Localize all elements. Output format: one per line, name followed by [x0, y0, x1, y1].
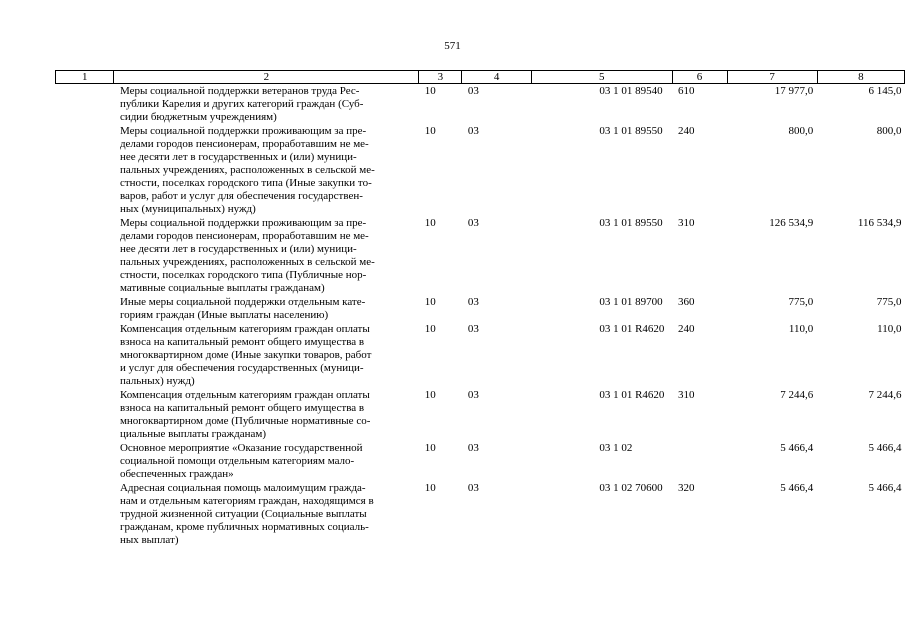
amount-year1-cell: 7 244,6 [780, 389, 814, 401]
table-row [56, 389, 905, 442]
row-number-cell [56, 217, 114, 296]
section-code-cell: 10 [424, 323, 436, 335]
amount-year1-cell: 800,0 [788, 125, 814, 137]
subsection-code-cell: 03 [467, 482, 479, 494]
column-header: 6 [672, 71, 727, 84]
budget-table [55, 70, 905, 548]
row-number-cell [56, 84, 114, 126]
row-number-cell [56, 482, 114, 548]
expense-type-cell: 320 [678, 482, 695, 494]
target-article-cell: 03 1 02 70600 [599, 482, 663, 494]
section-code-cell: 10 [424, 85, 436, 97]
column-header: 5 [531, 71, 672, 84]
subsection-code-cell: 03 [467, 389, 479, 401]
target-article-cell: 03 1 01 89550 [599, 217, 663, 229]
amount-year2-cell: 775,0 [876, 296, 902, 308]
subsection-code-cell: 03 [467, 85, 479, 97]
expense-type-cell: 310 [678, 389, 695, 401]
target-article-cell: 03 1 01 R4620 [599, 323, 665, 335]
target-article-cell: 03 1 02 [599, 442, 633, 454]
column-header: 1 [56, 71, 114, 84]
page-number: 571 [444, 40, 461, 52]
expense-type-cell: 310 [678, 217, 695, 229]
section-code-cell: 10 [424, 125, 436, 137]
subsection-code-cell: 03 [467, 323, 479, 335]
row-number-cell [56, 323, 114, 389]
expense-name-cell: Компенсация отдельным категориям граждан оплаты взноса на капитальный ремонт общего имущества в многоквартирном доме (Иные закупки товаров, работ и услуг для обеспечения государственных (муници- пальных) нужд) [119, 323, 372, 387]
target-article-cell: 03 1 01 89540 [599, 85, 663, 97]
amount-year2-cell: 6 145,0 [868, 85, 902, 97]
column-header: 2 [114, 71, 419, 84]
row-number-cell [56, 389, 114, 442]
column-header: 8 [817, 71, 904, 84]
row-number-cell [56, 442, 114, 482]
table-row [56, 296, 905, 323]
amount-year2-cell: 116 534,9 [857, 217, 902, 229]
expense-name-cell: Компенсация отдельным категориям граждан оплаты взноса на капитальный ремонт общего имущества в многоквартирном доме (Публичные нормативные со- циальные выплаты гражданам) [119, 389, 371, 440]
section-code-cell: 10 [424, 389, 436, 401]
column-header: 4 [462, 71, 531, 84]
subsection-code-cell: 03 [467, 217, 479, 229]
amount-year1-cell: 110,0 [788, 323, 814, 335]
table-row [56, 442, 905, 482]
amount-year2-cell: 7 244,6 [868, 389, 902, 401]
table-row [56, 125, 905, 217]
table-row [56, 323, 905, 389]
amount-year1-cell: 5 466,4 [780, 442, 814, 454]
expense-name-cell: Меры социальной поддержки проживающим за пре- делами городов пенсионерам, проработавшим не ме- нее десяти лет в государственных и (или) муници- пальных учреждениях, расположенных в сельской ме- стности, поселках городского типа (Публичные нор- мативные социальные выплаты гражданам) [119, 217, 375, 294]
expense-type-cell [672, 442, 727, 482]
section-code-cell: 10 [424, 296, 436, 308]
expense-name-cell: Основное мероприятие «Оказание государственной социальной помощи отдельным категориям мало- обеспеченных граждан» [119, 442, 363, 480]
table-row [56, 217, 905, 296]
subsection-code-cell: 03 [467, 125, 479, 137]
expense-type-cell: 610 [678, 85, 695, 97]
table-row [56, 84, 905, 126]
expense-type-cell: 240 [678, 125, 695, 137]
amount-year2-cell: 5 466,4 [868, 482, 902, 494]
expense-name-cell: Меры социальной поддержки проживающим за пре- делами городов пенсионерам, проработавшим не ме- нее десяти лет в государственных и (или) муници- пальных учреждениях, расположенных в сельской ме- стности, поселках городского типа (Иные закупки то- варов, работ и услуг для обеспечения государствен- ных (муниципальных) нужд) [119, 125, 375, 215]
expense-type-cell: 240 [678, 323, 695, 335]
expense-name-cell: Иные меры социальной поддержки отдельным кате- гориям граждан (Иные выплаты населению) [119, 296, 366, 321]
column-header: 3 [419, 71, 462, 84]
subsection-code-cell: 03 [467, 296, 479, 308]
table-row [56, 482, 905, 548]
amount-year1-cell: 17 977,0 [774, 85, 814, 97]
section-code-cell: 10 [424, 217, 436, 229]
expense-name-cell: Адресная социальная помощь малоимущим гражда- нам и отдельным категориям граждан, находящимся в трудной жизненной ситуации (Социальные выплаты гражданам, кроме публичных нормативных социаль- ных выплат) [119, 482, 374, 546]
expense-name-cell: Меры социальной поддержки ветеранов труда Рес- публики Карелия и других категорий граждан (Суб- сидии бюджетным учреждениям) [119, 85, 364, 123]
target-article-cell: 03 1 01 R4620 [599, 389, 665, 401]
amount-year1-cell: 775,0 [788, 296, 814, 308]
amount-year1-cell: 5 466,4 [780, 482, 814, 494]
section-code-cell: 10 [424, 442, 436, 454]
table-body [56, 84, 905, 549]
expense-type-cell: 360 [678, 296, 695, 308]
section-code-cell: 10 [424, 482, 436, 494]
target-article-cell: 03 1 01 89550 [599, 125, 663, 137]
target-article-cell: 03 1 01 89700 [599, 296, 663, 308]
row-number-cell [56, 296, 114, 323]
amount-year2-cell: 5 466,4 [868, 442, 902, 454]
column-number-row [56, 71, 905, 84]
amount-year2-cell: 800,0 [876, 125, 902, 137]
amount-year1-cell: 126 534,9 [769, 217, 814, 229]
amount-year2-cell: 110,0 [877, 323, 902, 335]
subsection-code-cell: 03 [467, 442, 479, 454]
column-header: 7 [727, 71, 817, 84]
row-number-cell [56, 125, 114, 217]
